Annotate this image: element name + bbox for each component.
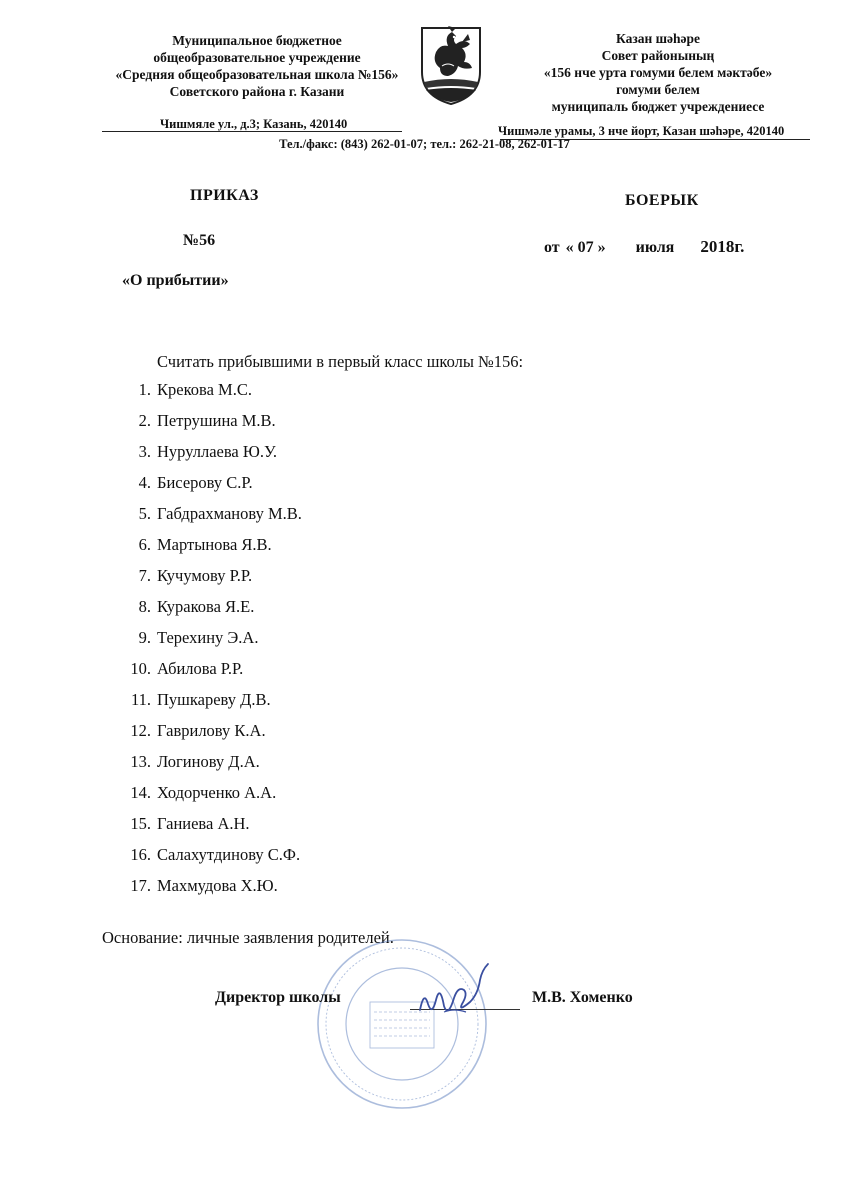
student-name: Логинову Д.А. [157, 752, 260, 771]
list-number: 10. [130, 659, 151, 678]
student-name: Мартынова Я.В. [157, 535, 272, 554]
header-organization-tt [498, 30, 818, 115]
student-name: Кучумову Р.Р. [157, 566, 253, 585]
list-number: 15. [130, 814, 151, 833]
list-number: 16. [130, 845, 151, 864]
list-item [124, 814, 250, 834]
list-item [124, 721, 266, 741]
header-divider [102, 131, 402, 132]
list-number: 5. [138, 504, 151, 523]
list-item [124, 845, 300, 865]
list-number: 3. [138, 442, 151, 461]
list-number: 14. [130, 783, 151, 802]
list-item [124, 442, 277, 462]
header-right-line: Казан шәһәре [615, 31, 701, 46]
list-item [124, 504, 302, 524]
contact-phone: Тел./факс: (843) 262-01-07; тел.: 262-21-08, 262-01-17 [279, 137, 570, 151]
header-left-line: общеобразовательное учреждение [153, 50, 361, 65]
list-number: 11. [130, 690, 151, 709]
header-right-line: Совет районының [601, 48, 715, 63]
list-number: 13. [130, 752, 151, 771]
address-tt: Чишмәле урамы, 3 нче йорт, Казан шәһәре, 420140 [498, 124, 785, 138]
student-name: Салахутдинову С.Ф. [157, 845, 301, 864]
list-number: 2. [138, 411, 151, 430]
list-number: 17. [130, 876, 151, 895]
header-right-line: «156 нче урта гомуми белем мәктәбе» [543, 65, 773, 80]
list-number: 4. [138, 473, 151, 492]
student-name: Махмудова Х.Ю. [157, 876, 278, 895]
header-organization-ru [92, 32, 422, 100]
list-item [124, 628, 258, 648]
list-item [124, 659, 243, 679]
order-number: №56 [183, 232, 216, 249]
date-year: 2018г. [700, 237, 745, 256]
student-name: Гаврилову К.А. [157, 721, 266, 740]
student-name: Куракова Я.Е. [157, 597, 255, 616]
header-left-line: Советского района г. Казани [169, 84, 345, 99]
student-name: Крекова М.С. [157, 380, 252, 399]
list-number: 9. [138, 628, 151, 647]
order-date [544, 237, 744, 257]
list-number: 12. [130, 721, 151, 740]
date-month: июля [635, 239, 675, 256]
kazan-zilant-emblem-icon [418, 22, 484, 106]
header-left-line: «Средняя общеобразовательная школа №156» [115, 67, 399, 82]
student-name: Габдрахманову М.В. [157, 504, 302, 523]
order-title-ru: ПРИКАЗ [190, 187, 259, 204]
list-item [124, 566, 252, 586]
list-item [124, 597, 254, 617]
list-number: 1. [138, 380, 151, 399]
list-item [124, 690, 271, 710]
header-right-line: гомуми белем [616, 82, 700, 97]
signatory-position: Директор школы [215, 989, 341, 1006]
list-number: 7. [138, 566, 151, 585]
list-number: 8. [138, 597, 151, 616]
student-name: Абилова Р.Р. [157, 659, 244, 678]
list-item [124, 752, 260, 772]
list-item [124, 473, 253, 493]
date-prefix: от [544, 239, 560, 256]
list-item [124, 411, 276, 431]
student-name: Бисерову С.Р. [157, 473, 253, 492]
student-name: Ходорченко А.А. [157, 783, 277, 802]
list-number: 6. [138, 535, 151, 554]
date-day: « 07 » [565, 239, 606, 256]
student-name: Петрушина М.В. [157, 411, 276, 430]
order-intro: Считать прибывшими в первый класс школы №156: [157, 352, 524, 371]
handwritten-signature [414, 960, 496, 1030]
student-name: Ганиева А.Н. [157, 814, 250, 833]
student-name: Пушкареву Д.В. [157, 690, 271, 709]
student-name: Терехину Э.А. [157, 628, 259, 647]
order-subject: «О прибытии» [122, 272, 229, 289]
order-title-tt: БОЕРЫК [625, 192, 699, 209]
list-item [124, 876, 278, 896]
header-right-line: муниципаль бюджет учреждениесе [551, 99, 765, 114]
student-name: Нуруллаева Ю.У. [157, 442, 278, 461]
header-left-line: Муниципальное бюджетное [172, 33, 342, 48]
list-item [124, 535, 272, 555]
signatory-name: М.В. Хоменко [532, 989, 633, 1006]
list-item [124, 783, 276, 803]
list-item [124, 380, 252, 400]
order-basis: Основание: личные заявления родителей. [102, 928, 394, 947]
address-ru: Чишмяле ул., д.3; Казань, 420140 [160, 117, 348, 131]
